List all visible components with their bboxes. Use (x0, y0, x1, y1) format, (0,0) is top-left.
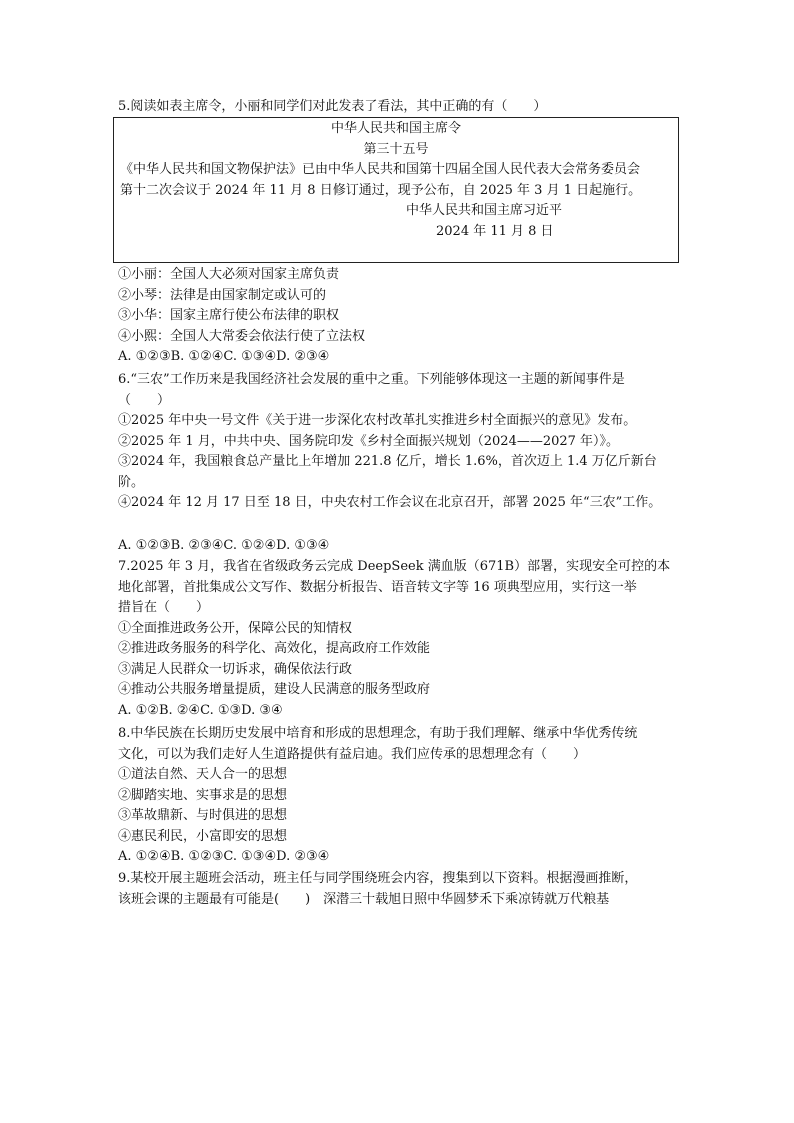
question-6-stem-line-1: 6.“三农”工作历来是我国经济社会发展的重中之重。下列能够体现这一主题的新闻事件是 (118, 372, 625, 387)
answer-choices: A. ①②③B. ①②④C. ①③④D. ②③④ (118, 349, 330, 364)
option-item: ④推动公共服务增量提质，建设人民满意的服务型政府 (118, 682, 431, 697)
question-9 (118, 869, 688, 910)
question-9-stem-line-1: 9.某校开展主题班会活动，班主任与同学围绕班会内容，搜集到以下资料。根据漫画推断， (118, 871, 638, 886)
answer-choices: A. ①②③B. ②③④C. ①②④D. ①③④ (118, 538, 330, 553)
question-7-stem-line-3: 措旨在（ ） (118, 600, 210, 615)
question-5-text: 5.阅读如表主席令，小丽和同学们对此发表了看法，其中正确的有（ ） (118, 99, 547, 114)
option-item: ④2024 年 12 月 17 日至 18 日，中央农村工作会议在北京召开，部署 2025 年“三农”工作。 (118, 495, 662, 510)
option-item: ②小琴：法律是由国家制定或认可的 (118, 287, 327, 303)
option-item: ②推进政务服务的科学化、高效化，提高政府工作效能 (118, 641, 431, 656)
answer-choices: A. ①②④B. ①②③C. ①③④D. ②③④ (118, 849, 330, 864)
presidential-decree-box (113, 117, 679, 263)
option-item: ①全面推进政务公开，保障公民的知情权 (118, 620, 353, 636)
decree-body-line-1: 《中华人民共和国文物保护法》已由中华人民共和国第十四届全国人民代表大会常务委员会 (120, 162, 641, 177)
option-item: ②脚踏实地、实事求是的思想 (118, 787, 288, 803)
option-item: ③小华：国家主席行使公布法律的职权 (118, 308, 340, 323)
option-item-continuation: 阶。 (118, 474, 145, 490)
question-5-stem (118, 97, 688, 118)
question-8-stem-line-1: 8.中华民族在长期历史发展中培育和形成的思想理念，有助于我们理解、继承中华优秀传统 (118, 726, 638, 741)
option-item: ③满足人民群众一切诉求，确保依法行政 (118, 661, 353, 677)
question-7 (118, 557, 688, 721)
question-8 (118, 724, 688, 868)
option-item: ②2025 年 1 月，中共中央、国务院印发《乡村全面振兴规划（2024——2027 年）》。 (118, 433, 620, 449)
question-5-options (118, 265, 688, 368)
question-6 (118, 370, 688, 514)
question-8-stem-line-2: 文化，可以为我们走好人生道路提供有益启迪。我们应传承的思想理念有（ ） (118, 746, 587, 762)
option-item: ①小丽：全国人大必须对国家主席负责 (118, 267, 340, 282)
answer-choices: A. ①②B. ②④C. ①③D. ③④ (118, 702, 283, 718)
option-item: ③2024 年，我国粮食总产量比上年增加 221.8 亿斤，增长 1.6%，首次迈上 1.4 万亿斤新台 (118, 454, 657, 469)
decree-date: 2024 年 11 月 8 日 (436, 223, 554, 239)
question-9-stem-line-2: 该班会课的主题最有可能是( ) 深潜三十载旭日照中华圆梦禾下乘凉铸就万代粮基 (118, 891, 610, 907)
decree-body-line-2: 第十二次会议于 2024 年 11 月 8 日修订通过，现予公布，自 2025 年 3 月 1 日起施行。 (120, 182, 642, 198)
option-item: ①道法自然、天人合一的思想 (118, 767, 288, 782)
option-item: ④惠民利民，小富即安的思想 (118, 828, 288, 844)
option-item: ①2025 年中央一号文件《关于进一步深化农村改革扎实推进乡村全面振兴的意见》发布。 (118, 413, 637, 428)
decree-signature: 中华人民共和国主席习近平 (406, 203, 563, 218)
option-item: ③革故鼎新、与时俱进的思想 (118, 808, 288, 823)
decree-title: 中华人民共和国主席令 (330, 121, 461, 136)
decree-number: 第三十五号 (363, 141, 429, 157)
question-6-choices (118, 536, 688, 557)
question-7-stem-line-2: 地化部署，首批集成公文写作、数据分析报告、语音转文字等 16 项典型应用，实行这一举 (118, 579, 637, 595)
question-7-stem-line-1: 7.2025 年 3 月，我省在省级政务云完成 DeepSeek 满血版（671B）部署，实现安全可控的本 (118, 559, 671, 574)
question-6-stem-line-2: （ ） (118, 392, 171, 408)
option-item: ④小熙：全国人大常委会依法行使了立法权 (118, 328, 366, 344)
